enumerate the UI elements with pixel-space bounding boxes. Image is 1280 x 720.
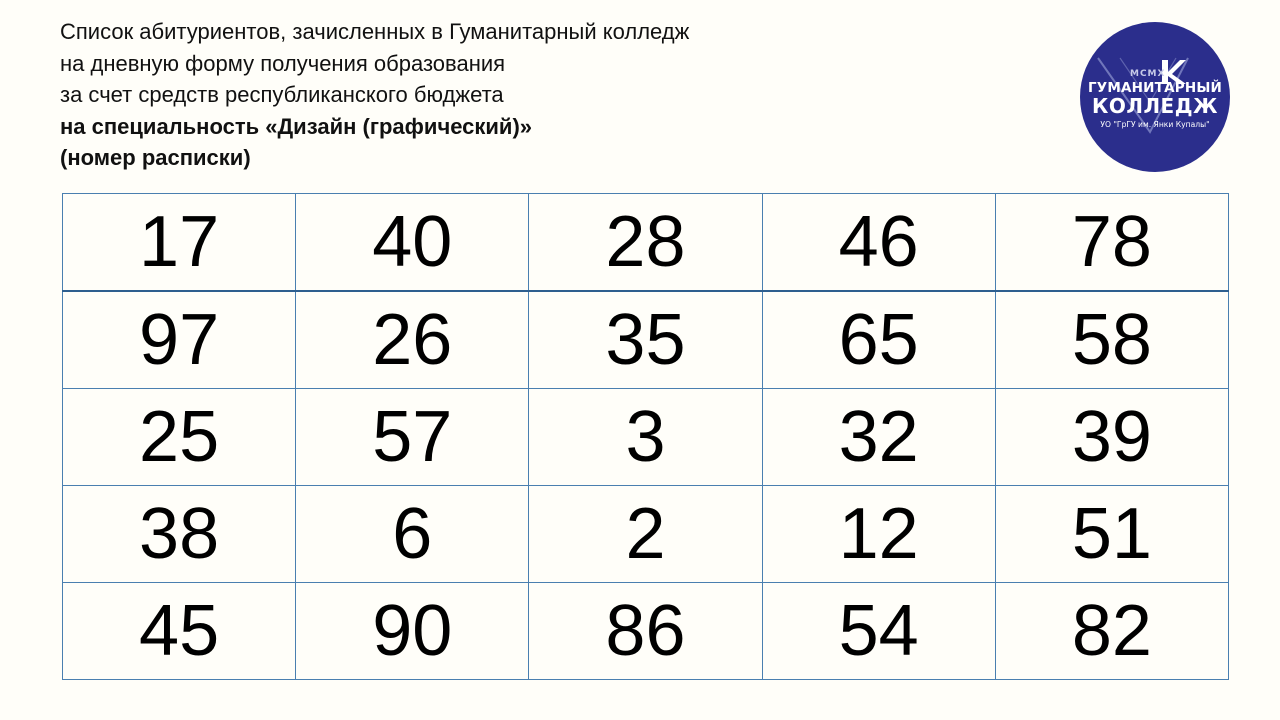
specialty-title: на специальность «Дизайн (графический)» bbox=[60, 113, 533, 139]
table-row bbox=[63, 486, 1229, 583]
table-cell: 57 bbox=[296, 389, 529, 486]
table-cell: 82 bbox=[995, 583, 1228, 680]
table-cell: 46 bbox=[762, 194, 995, 292]
table-cell: 38 bbox=[63, 486, 296, 583]
table-cell: 12 bbox=[762, 486, 995, 583]
table-cell: 25 bbox=[63, 389, 296, 486]
logo-subtitle: УО "ГрГУ им. Янки Купалы" bbox=[1100, 120, 1210, 129]
table-row bbox=[63, 583, 1229, 680]
table-cell: 54 bbox=[762, 583, 995, 680]
table-cell: 32 bbox=[762, 389, 995, 486]
table-cell: 40 bbox=[296, 194, 529, 292]
header-line-2: на дневную форму получения образования bbox=[60, 50, 506, 76]
header-line-1: Список абитуриентов, зачисленных в Гуманитарный колледж bbox=[60, 19, 690, 44]
table-cell: 26 bbox=[296, 291, 529, 389]
table-cell: 35 bbox=[529, 291, 762, 389]
table-cell: 39 bbox=[995, 389, 1228, 486]
table-cell: 2 bbox=[529, 486, 762, 583]
table-cell: 86 bbox=[529, 583, 762, 680]
table-cell: 17 bbox=[63, 194, 296, 292]
table-cell: 28 bbox=[529, 194, 762, 292]
college-logo bbox=[1080, 22, 1230, 172]
table-row bbox=[63, 194, 1229, 292]
logo-year-text: MCMX bbox=[1130, 69, 1166, 79]
logo-title-line-1: ГУМАНИТАРНЫЙ bbox=[1087, 80, 1223, 96]
table-cell: 58 bbox=[995, 291, 1228, 389]
table-cell: 90 bbox=[296, 583, 529, 680]
table-cell: 65 bbox=[762, 291, 995, 389]
table-cell: 3 bbox=[529, 389, 762, 486]
page-header bbox=[60, 16, 689, 174]
table-cell: 6 bbox=[296, 486, 529, 583]
table-cell: 78 bbox=[995, 194, 1228, 292]
table-cell: 45 bbox=[63, 583, 296, 680]
table-cell: 51 bbox=[995, 486, 1228, 583]
table-row bbox=[63, 291, 1229, 389]
receipt-number-note: (номер расписки) bbox=[60, 145, 251, 170]
table-cell: 97 bbox=[63, 291, 296, 389]
table-row bbox=[63, 389, 1229, 486]
header-line-3: за счет средств республиканского бюджета bbox=[60, 82, 504, 107]
receipt-numbers-table bbox=[62, 193, 1229, 680]
logo-title-line-2: КОЛЛЕДЖ bbox=[1091, 94, 1219, 118]
